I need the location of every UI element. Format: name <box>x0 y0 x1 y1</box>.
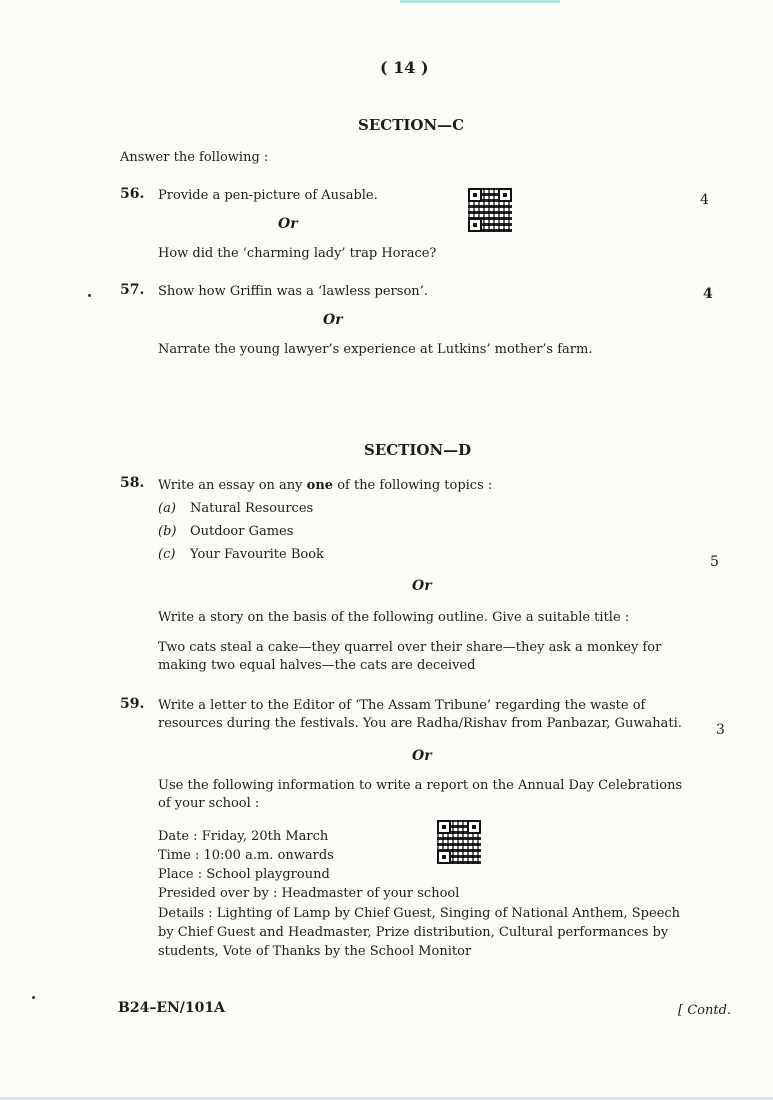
question-59-or: Or <box>412 748 432 764</box>
report-details-line3: students, Vote of Thanks by the School Monitor <box>158 944 472 959</box>
question-58-outline-line2: making two equal halves—the cats are deceived <box>158 658 476 673</box>
option-b-label: (b) <box>158 524 177 539</box>
section-c-instruction: Answer the following : <box>120 150 269 165</box>
option-c-text: Your Favourite Book <box>190 547 324 562</box>
question-59-marks: 3 <box>716 722 725 738</box>
question-number-58: 58. <box>120 475 145 491</box>
option-b-text: Outdoor Games <box>190 524 294 539</box>
question-59-line2: resources during the festivals. You are Radha/Rishav from Panbazar, Guwahati. <box>158 716 682 731</box>
question-number-59: 59. <box>120 696 145 712</box>
scan-speck <box>32 996 35 999</box>
option-a-text: Natural Resources <box>190 501 314 516</box>
question-58-text: Write an essay on any one of the following topics : <box>158 478 493 493</box>
report-time: Time : 10:00 a.m. onwards <box>158 848 334 863</box>
option-a-label: (a) <box>158 501 176 516</box>
section-c-title: SECTION—C <box>358 116 465 134</box>
question-number-56: 56. <box>120 186 145 202</box>
option-c-label: (c) <box>158 547 176 562</box>
question-57-or: Or <box>323 312 343 328</box>
question-56-alternative: How did the ‘charming lady’ trap Horace? <box>158 246 437 261</box>
report-presided: Presided over by : Headmaster of your school <box>158 886 460 901</box>
report-date: Date : Friday, 20th March <box>158 829 329 844</box>
question-58-marks: 5 <box>710 554 719 570</box>
question-58-or: Or <box>412 578 432 594</box>
report-place: Place : School playground <box>158 867 330 882</box>
question-59-alt-line1: Use the following information to write a report on the Annual Day Celebrations <box>158 778 683 793</box>
paper-code: B24–EN/101A <box>118 1000 225 1016</box>
scan-speck <box>88 294 91 297</box>
report-details-line2: by Chief Guest and Headmaster, Prize distribution, Cultural performances by <box>158 925 669 940</box>
question-57-text: Show how Griffin was a ‘lawless person’. <box>158 284 428 299</box>
qr-code-icon <box>437 820 481 864</box>
question-56-or: Or <box>278 216 298 232</box>
question-56-marks: 4 <box>700 192 709 208</box>
question-57-alternative: Narrate the young lawyer’s experience at Lutkins’ mother’s farm. <box>158 342 593 357</box>
top-edge-mark <box>400 0 560 3</box>
question-59-alt-line2: of your school : <box>158 796 260 811</box>
report-details-line1: Details : Lighting of Lamp by Chief Guest, Singing of National Anthem, Speech <box>158 906 681 921</box>
question-57-marks: 4 <box>703 286 713 302</box>
question-number-57: 57. <box>120 282 145 298</box>
question-59-line1: Write a letter to the Editor of ‘The Assam Tribune’ regarding the waste of <box>158 698 646 713</box>
question-56-text: Provide a pen-picture of Ausable. <box>158 188 378 203</box>
question-58-outline-line1: Two cats steal a cake—they quarrel over their share—they ask a monkey for <box>158 640 662 655</box>
qr-code-icon <box>468 188 512 232</box>
question-58-alternative: Write a story on the basis of the following outline. Give a suitable title : <box>158 610 630 625</box>
section-d-title: SECTION—D <box>364 441 472 459</box>
contd-label: [ Contd. <box>678 1003 732 1018</box>
page-number: ( 14 ) <box>380 58 429 77</box>
